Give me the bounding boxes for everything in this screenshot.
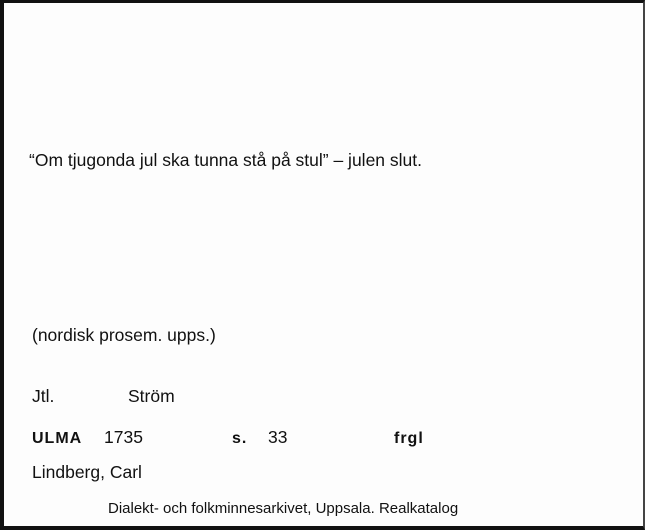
type-code: frgl <box>394 430 424 447</box>
region-label: Jtl. <box>32 386 55 406</box>
collector-name: Lindberg, Carl <box>32 462 142 482</box>
parish-label: Ström <box>128 386 175 406</box>
archive-code: ULMA <box>32 430 83 447</box>
card-text: “Om tjugonda jul ska tunna stå på stul” – julen slut. <box>29 150 422 170</box>
source-note: (nordisk prosem. upps.) <box>32 325 216 345</box>
archive-footer: Dialekt- och folkminnesarkivet, Uppsala. Realkatalog <box>108 500 459 517</box>
page-label: s. <box>232 430 248 447</box>
archive-number: 1735 <box>104 427 143 447</box>
page-number: 33 <box>268 427 288 447</box>
